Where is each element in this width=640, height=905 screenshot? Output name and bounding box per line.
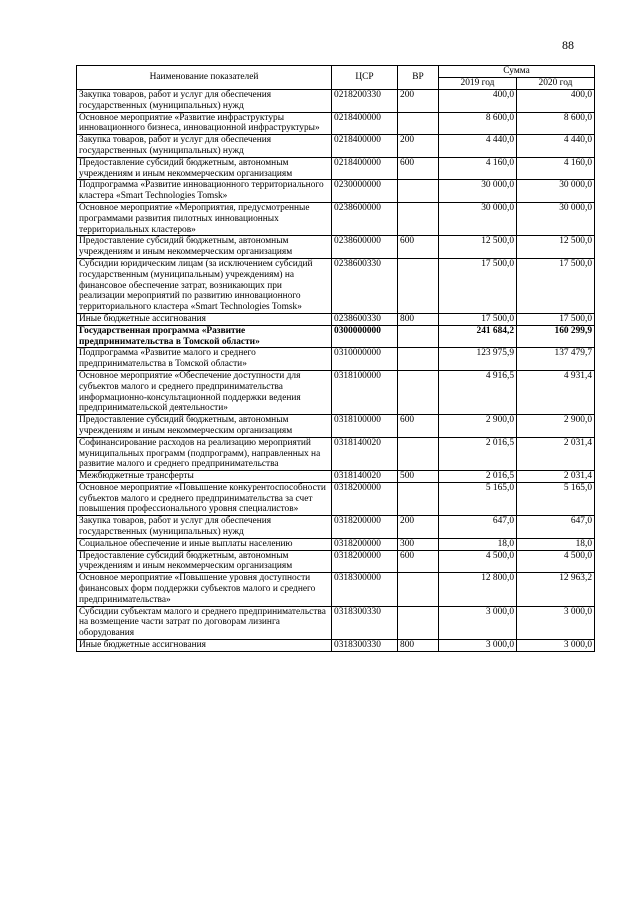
table-row <box>77 157 595 180</box>
row-name: Закупка товаров, работ и услуг для обеспечения государственных (муниципальных) нужд <box>77 135 332 158</box>
table-row <box>77 550 595 573</box>
row-name: Основное мероприятие «Мероприятия, предусмотренные программами развития пилотных инновационных территориальных кластеров» <box>77 202 332 235</box>
row-name: Софинансирование расходов на реализацию мероприятий муниципальных программ (подпрограмм), направленных на развитие малого и среднего предпринимательства <box>77 437 332 470</box>
row-sum-2019: 12 500,0 <box>439 236 517 259</box>
row-vr <box>398 325 439 348</box>
row-csr: 0230000000 <box>332 180 398 203</box>
row-sum-2019: 2 900,0 <box>439 415 517 438</box>
table-row <box>77 180 595 203</box>
row-name: Государственная программа «Развитие предпринимательства в Томской области» <box>77 325 332 348</box>
row-sum-2019: 17 500,0 <box>439 313 517 325</box>
table-row <box>77 606 595 639</box>
row-name: Межбюджетные трансферты <box>77 471 332 483</box>
row-sum-2020: 647,0 <box>517 516 595 539</box>
row-csr: 0318300330 <box>332 606 398 639</box>
header-csr: ЦСР <box>332 66 398 90</box>
row-name: Социальное обеспечение и иные выплаты населению <box>77 538 332 550</box>
table-row <box>77 313 595 325</box>
row-sum-2020: 4 931,4 <box>517 370 595 414</box>
row-sum-2019: 241 684,2 <box>439 325 517 348</box>
table-row <box>77 112 595 135</box>
row-name: Основное мероприятие «Повышение конкурентоспособности субъектов малого и среднего предпринимательства за счет повышения профессионального уровня специалистов» <box>77 482 332 515</box>
row-sum-2020: 2 031,4 <box>517 437 595 470</box>
row-name: Предоставление субсидий бюджетным, автономным учреждениям и иным некоммерческим организациям <box>77 236 332 259</box>
row-sum-2020: 12 500,0 <box>517 236 595 259</box>
row-vr <box>398 573 439 606</box>
row-vr: 300 <box>398 538 439 550</box>
row-sum-2020: 4 500,0 <box>517 550 595 573</box>
row-csr: 0318300000 <box>332 573 398 606</box>
table-row <box>77 348 595 371</box>
row-vr: 500 <box>398 471 439 483</box>
row-csr: 0318100000 <box>332 415 398 438</box>
row-name: Предоставление субсидий бюджетным, автономным учреждениям и иным некоммерческим организациям <box>77 415 332 438</box>
row-csr: 0218400000 <box>332 157 398 180</box>
row-sum-2019: 8 600,0 <box>439 112 517 135</box>
row-sum-2020: 18,0 <box>517 538 595 550</box>
row-sum-2019: 123 975,9 <box>439 348 517 371</box>
row-name: Иные бюджетные ассигнования <box>77 313 332 325</box>
row-csr: 0318100000 <box>332 370 398 414</box>
row-sum-2019: 30 000,0 <box>439 202 517 235</box>
row-vr <box>398 482 439 515</box>
row-csr: 0318140020 <box>332 437 398 470</box>
table-header <box>77 66 595 90</box>
row-sum-2020: 17 500,0 <box>517 313 595 325</box>
row-csr: 0318200000 <box>332 538 398 550</box>
row-csr: 0318300330 <box>332 640 398 652</box>
row-csr: 0318200000 <box>332 482 398 515</box>
row-name: Подпрограмма «Развитие инновационного территориального кластера «Smart Technologies Tomsk» <box>77 180 332 203</box>
row-csr: 0218400000 <box>332 135 398 158</box>
row-sum-2020: 5 165,0 <box>517 482 595 515</box>
row-sum-2020: 17 500,0 <box>517 258 595 313</box>
table-row <box>77 370 595 414</box>
row-sum-2020: 12 963,2 <box>517 573 595 606</box>
row-csr: 0238600330 <box>332 258 398 313</box>
row-csr: 0218400000 <box>332 112 398 135</box>
table-row <box>77 516 595 539</box>
header-year-2020: 2020 год <box>517 78 595 90</box>
row-vr: 800 <box>398 313 439 325</box>
row-sum-2019: 30 000,0 <box>439 180 517 203</box>
row-sum-2019: 2 016,5 <box>439 437 517 470</box>
header-vr: ВР <box>398 66 439 90</box>
row-sum-2020: 3 000,0 <box>517 640 595 652</box>
row-vr <box>398 437 439 470</box>
row-csr: 0318200000 <box>332 516 398 539</box>
row-sum-2019: 4 500,0 <box>439 550 517 573</box>
row-sum-2020: 30 000,0 <box>517 180 595 203</box>
header-year-2019: 2019 год <box>439 78 517 90</box>
row-sum-2020: 4 440,0 <box>517 135 595 158</box>
row-vr: 600 <box>398 236 439 259</box>
table-row <box>77 437 595 470</box>
row-sum-2019: 4 160,0 <box>439 157 517 180</box>
row-sum-2019: 18,0 <box>439 538 517 550</box>
row-csr: 0300000000 <box>332 325 398 348</box>
row-vr <box>398 180 439 203</box>
row-vr: 200 <box>398 516 439 539</box>
row-sum-2019: 17 500,0 <box>439 258 517 313</box>
table-row <box>77 258 595 313</box>
row-vr: 600 <box>398 415 439 438</box>
row-vr <box>398 370 439 414</box>
row-sum-2020: 30 000,0 <box>517 202 595 235</box>
row-sum-2019: 4 440,0 <box>439 135 517 158</box>
header-name: Наименование показателей <box>77 66 332 90</box>
row-csr: 0238600000 <box>332 202 398 235</box>
row-name: Субсидии субъектам малого и среднего предпринимательства на возмещение части затрат по договорам лизинга оборудования <box>77 606 332 639</box>
row-vr: 600 <box>398 157 439 180</box>
row-vr <box>398 258 439 313</box>
row-sum-2019: 3 000,0 <box>439 640 517 652</box>
row-sum-2020: 8 600,0 <box>517 112 595 135</box>
row-csr: 0238600330 <box>332 313 398 325</box>
row-sum-2019: 4 916,5 <box>439 370 517 414</box>
row-sum-2019: 2 016,5 <box>439 471 517 483</box>
row-csr: 0238600000 <box>332 236 398 259</box>
row-sum-2020: 2 900,0 <box>517 415 595 438</box>
row-vr: 800 <box>398 640 439 652</box>
row-csr: 0310000000 <box>332 348 398 371</box>
row-sum-2020: 160 299,9 <box>517 325 595 348</box>
row-name: Иные бюджетные ассигнования <box>77 640 332 652</box>
table-row <box>77 202 595 235</box>
row-vr <box>398 202 439 235</box>
row-vr <box>398 348 439 371</box>
table-row <box>77 471 595 483</box>
row-sum-2020: 2 031,4 <box>517 471 595 483</box>
row-name: Закупка товаров, работ и услуг для обеспечения государственных (муниципальных) нужд <box>77 90 332 113</box>
row-name: Основное мероприятие «Развитие инфраструктуры инновационного бизнеса, инновационной инфраструктуры» <box>77 112 332 135</box>
row-csr: 0318140020 <box>332 471 398 483</box>
header-sum: Сумма <box>439 66 595 78</box>
row-vr <box>398 112 439 135</box>
table-row <box>77 573 595 606</box>
table-row <box>77 640 595 652</box>
table-row <box>77 325 595 348</box>
row-name: Субсидии юридическим лицам (за исключением субсидий государственным (муниципальным) учреждениям) на финансовое обеспечение затрат, возникающих при реализации мероприятий по развитию инновационного территориального кластера «Smart Technologies Tomsk» <box>77 258 332 313</box>
row-name: Основное мероприятие «Повышение уровня доступности финансовых форм поддержки субъектов малого и среднего предпринимательства» <box>77 573 332 606</box>
row-vr <box>398 606 439 639</box>
row-sum-2019: 3 000,0 <box>439 606 517 639</box>
row-sum-2019: 400,0 <box>439 90 517 113</box>
table-row <box>77 90 595 113</box>
row-name: Предоставление субсидий бюджетным, автономным учреждениям и иным некоммерческим организациям <box>77 550 332 573</box>
row-sum-2019: 12 800,0 <box>439 573 517 606</box>
table-row <box>77 415 595 438</box>
page-number: 88 <box>562 38 574 52</box>
row-sum-2020: 400,0 <box>517 90 595 113</box>
row-name: Предоставление субсидий бюджетным, автономным учреждениям и иным некоммерческим организациям <box>77 157 332 180</box>
row-name: Закупка товаров, работ и услуг для обеспечения государственных (муниципальных) нужд <box>77 516 332 539</box>
row-sum-2020: 3 000,0 <box>517 606 595 639</box>
row-name: Подпрограмма «Развитие малого и среднего предпринимательства в Томской области» <box>77 348 332 371</box>
row-sum-2020: 137 479,7 <box>517 348 595 371</box>
row-vr: 200 <box>398 90 439 113</box>
row-sum-2019: 5 165,0 <box>439 482 517 515</box>
row-sum-2020: 4 160,0 <box>517 157 595 180</box>
table-row <box>77 538 595 550</box>
row-vr: 200 <box>398 135 439 158</box>
row-sum-2019: 647,0 <box>439 516 517 539</box>
table-row <box>77 135 595 158</box>
table-body <box>77 90 595 652</box>
table-row <box>77 236 595 259</box>
row-csr: 0218200330 <box>332 90 398 113</box>
table-row <box>77 482 595 515</box>
row-vr: 600 <box>398 550 439 573</box>
row-name: Основное мероприятие «Обеспечение доступности для субъектов малого и среднего предпринимательства информационно-консультационной поддержки ведения предпринимательской деятельности» <box>77 370 332 414</box>
row-csr: 0318200000 <box>332 550 398 573</box>
budget-table <box>76 65 595 652</box>
